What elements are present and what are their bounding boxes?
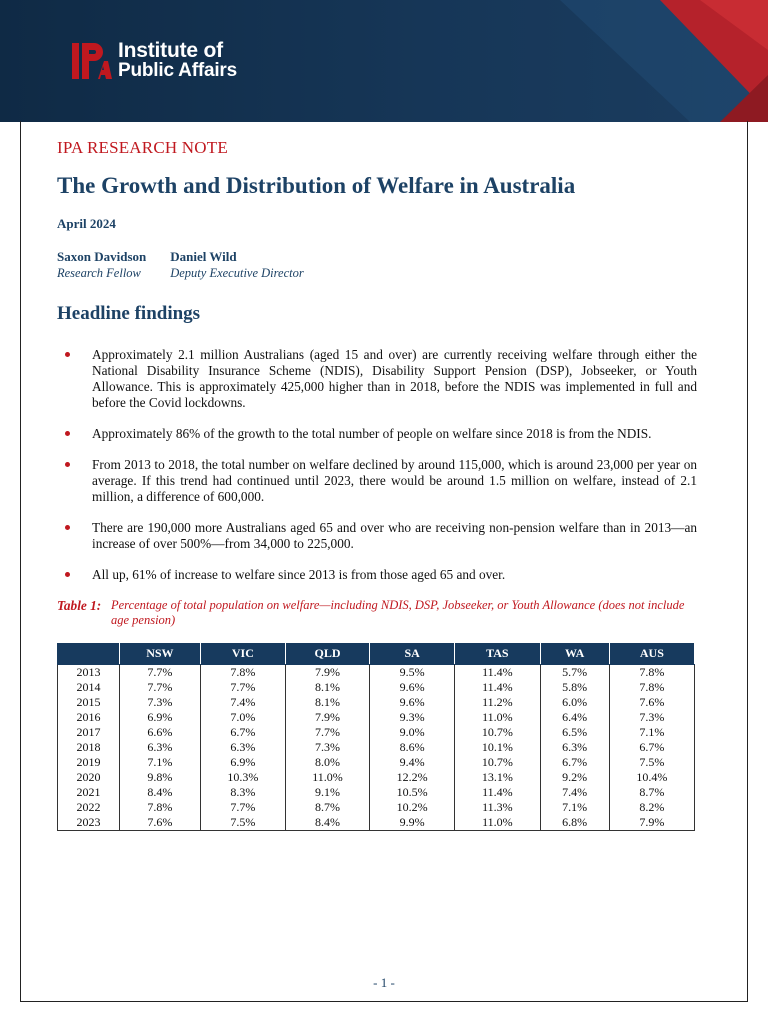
finding-text: From 2013 to 2018, the total number on welfare declined by around 115,000, which is around 23,000 per year on average. If this trend had continued until 2023, there would be around 1.5 million on welfare, instead of 2.1 million, a difference of 600,000. bbox=[92, 457, 697, 504]
value-cell: 11.4% bbox=[455, 665, 540, 681]
value-cell: 7.4% bbox=[200, 695, 285, 710]
year-cell: 2017 bbox=[58, 725, 120, 740]
section-heading: Headline findings bbox=[57, 303, 201, 324]
value-cell: 6.3% bbox=[200, 740, 285, 755]
value-cell: 11.0% bbox=[455, 710, 540, 725]
value-cell: 9.6% bbox=[370, 695, 455, 710]
value-cell: 7.9% bbox=[609, 815, 694, 831]
finding-text: All up, 61% of increase to welfare since 2013 is from those aged 65 and over. bbox=[92, 567, 506, 582]
table-row bbox=[58, 815, 695, 831]
column-header: VIC bbox=[200, 643, 285, 665]
author-2 bbox=[170, 249, 304, 281]
finding-text: Approximately 86% of the growth to the total number of people on welfare since 2018 is from the NDIS. bbox=[92, 426, 652, 441]
finding-text: Approximately 2.1 million Australians (aged 15 and over) are currently receiving welfare through either the National Disability Insurance Scheme (NDIS), Disability Support Pension (DSP), Jobseeker, or Youth Allowance. This is approximately 425,000 higher than in 2018, before the NDIS was implemented in full and before the Covid lockdowns. bbox=[92, 347, 697, 410]
value-cell: 9.3% bbox=[370, 710, 455, 725]
year-cell: 2019 bbox=[58, 755, 120, 770]
value-cell: 8.0% bbox=[286, 755, 370, 770]
author-name: Daniel Wild bbox=[170, 249, 237, 264]
value-cell: 9.6% bbox=[370, 680, 455, 695]
column-header: AUS bbox=[609, 643, 694, 665]
table-row bbox=[58, 740, 695, 755]
table-row bbox=[58, 680, 695, 695]
value-cell: 9.8% bbox=[120, 770, 201, 785]
table-caption-text: Percentage of total population on welfare—including NDIS, DSP, Jobseeker, or Youth Allowance (does not include age pension) bbox=[111, 598, 685, 627]
finding-item bbox=[57, 347, 697, 411]
finding-item bbox=[57, 520, 697, 552]
document-body bbox=[57, 138, 697, 831]
value-cell: 7.8% bbox=[200, 665, 285, 681]
value-cell: 11.0% bbox=[455, 815, 540, 831]
finding-item bbox=[57, 457, 697, 505]
value-cell: 7.8% bbox=[609, 665, 694, 681]
year-cell: 2022 bbox=[58, 800, 120, 815]
value-cell: 9.1% bbox=[286, 785, 370, 800]
value-cell: 10.4% bbox=[609, 770, 694, 785]
table-row bbox=[58, 755, 695, 770]
value-cell: 12.2% bbox=[370, 770, 455, 785]
value-cell: 10.2% bbox=[370, 800, 455, 815]
logo-line-1: Institute of bbox=[118, 39, 223, 62]
value-cell: 8.4% bbox=[120, 785, 201, 800]
value-cell: 10.5% bbox=[370, 785, 455, 800]
value-cell: 8.7% bbox=[286, 800, 370, 815]
bullet-icon bbox=[65, 462, 70, 467]
ipa-logo[interactable] bbox=[72, 41, 237, 81]
author-name: Saxon Davidson bbox=[57, 249, 147, 264]
value-cell: 6.7% bbox=[200, 725, 285, 740]
value-cell: 6.9% bbox=[120, 710, 201, 725]
value-cell: 13.1% bbox=[455, 770, 540, 785]
value-cell: 7.3% bbox=[286, 740, 370, 755]
table-row bbox=[58, 770, 695, 785]
value-cell: 7.0% bbox=[200, 710, 285, 725]
value-cell: 10.3% bbox=[200, 770, 285, 785]
table-row bbox=[58, 785, 695, 800]
table-header-row bbox=[58, 643, 695, 665]
value-cell: 10.7% bbox=[455, 755, 540, 770]
value-cell: 7.5% bbox=[200, 815, 285, 831]
value-cell: 7.7% bbox=[120, 665, 201, 681]
value-cell: 8.1% bbox=[286, 680, 370, 695]
value-cell: 6.3% bbox=[540, 740, 609, 755]
author-1 bbox=[57, 249, 146, 281]
value-cell: 7.3% bbox=[609, 710, 694, 725]
value-cell: 6.6% bbox=[120, 725, 201, 740]
bullet-icon bbox=[65, 525, 70, 530]
author-role: Research Fellow bbox=[57, 266, 141, 280]
bullet-icon bbox=[65, 431, 70, 436]
value-cell: 7.4% bbox=[540, 785, 609, 800]
author-list bbox=[57, 249, 697, 281]
year-cell: 2023 bbox=[58, 815, 120, 831]
year-cell: 2013 bbox=[58, 665, 120, 681]
logo-wordmark bbox=[118, 41, 237, 81]
table-row bbox=[58, 800, 695, 815]
column-header: NSW bbox=[120, 643, 201, 665]
value-cell: 7.7% bbox=[286, 725, 370, 740]
year-cell: 2021 bbox=[58, 785, 120, 800]
value-cell: 9.4% bbox=[370, 755, 455, 770]
finding-item bbox=[57, 426, 697, 442]
document-title: The Growth and Distribution of Welfare in Australia bbox=[57, 173, 576, 198]
findings-list bbox=[57, 347, 697, 583]
value-cell: 7.3% bbox=[120, 695, 201, 710]
value-cell: 10.7% bbox=[455, 725, 540, 740]
finding-item bbox=[57, 567, 697, 583]
value-cell: 9.0% bbox=[370, 725, 455, 740]
value-cell: 7.7% bbox=[200, 800, 285, 815]
table-row bbox=[58, 665, 695, 681]
value-cell: 8.4% bbox=[286, 815, 370, 831]
year-cell: 2014 bbox=[58, 680, 120, 695]
value-cell: 11.4% bbox=[455, 680, 540, 695]
value-cell: 6.0% bbox=[540, 695, 609, 710]
value-cell: 6.4% bbox=[540, 710, 609, 725]
ipa-logo-mark bbox=[72, 41, 112, 81]
value-cell: 9.9% bbox=[370, 815, 455, 831]
year-cell: 2016 bbox=[58, 710, 120, 725]
value-cell: 7.1% bbox=[120, 755, 201, 770]
value-cell: 7.9% bbox=[286, 665, 370, 681]
page-number: - 1 - bbox=[373, 975, 395, 990]
value-cell: 5.7% bbox=[540, 665, 609, 681]
value-cell: 11.2% bbox=[455, 695, 540, 710]
value-cell: 6.8% bbox=[540, 815, 609, 831]
value-cell: 8.1% bbox=[286, 695, 370, 710]
table-row bbox=[58, 695, 695, 710]
value-cell: 6.7% bbox=[540, 755, 609, 770]
table-row bbox=[58, 725, 695, 740]
value-cell: 6.7% bbox=[609, 740, 694, 755]
publication-date: April 2024 bbox=[57, 216, 116, 231]
value-cell: 7.1% bbox=[609, 725, 694, 740]
logo-line-2: Public Affairs bbox=[118, 60, 237, 81]
note-label: IPA RESEARCH NOTE bbox=[57, 138, 228, 157]
value-cell: 7.7% bbox=[200, 680, 285, 695]
value-cell: 8.3% bbox=[200, 785, 285, 800]
value-cell: 6.5% bbox=[540, 725, 609, 740]
value-cell: 11.0% bbox=[286, 770, 370, 785]
bullet-icon bbox=[65, 352, 70, 357]
value-cell: 7.8% bbox=[609, 680, 694, 695]
table-body bbox=[58, 665, 695, 831]
value-cell: 6.3% bbox=[120, 740, 201, 755]
value-cell: 8.2% bbox=[609, 800, 694, 815]
year-cell: 2020 bbox=[58, 770, 120, 785]
value-cell: 10.1% bbox=[455, 740, 540, 755]
table-row bbox=[58, 710, 695, 725]
year-cell: 2015 bbox=[58, 695, 120, 710]
table-caption-label: Table 1: bbox=[57, 598, 102, 613]
value-cell: 7.9% bbox=[286, 710, 370, 725]
column-header: WA bbox=[540, 643, 609, 665]
value-cell: 5.8% bbox=[540, 680, 609, 695]
value-cell: 9.5% bbox=[370, 665, 455, 681]
value-cell: 7.7% bbox=[120, 680, 201, 695]
bullet-icon bbox=[65, 572, 70, 577]
column-header bbox=[58, 643, 120, 665]
welfare-table bbox=[57, 642, 695, 831]
value-cell: 11.4% bbox=[455, 785, 540, 800]
year-cell: 2018 bbox=[58, 740, 120, 755]
value-cell: 7.6% bbox=[120, 815, 201, 831]
header-banner bbox=[0, 0, 768, 122]
value-cell: 6.9% bbox=[200, 755, 285, 770]
value-cell: 7.6% bbox=[609, 695, 694, 710]
value-cell: 7.1% bbox=[540, 800, 609, 815]
value-cell: 7.8% bbox=[120, 800, 201, 815]
column-header: QLD bbox=[286, 643, 370, 665]
value-cell: 8.6% bbox=[370, 740, 455, 755]
author-role: Deputy Executive Director bbox=[170, 266, 304, 280]
value-cell: 11.3% bbox=[455, 800, 540, 815]
table-caption bbox=[57, 598, 697, 628]
column-header: TAS bbox=[455, 643, 540, 665]
column-header: SA bbox=[370, 643, 455, 665]
value-cell: 9.2% bbox=[540, 770, 609, 785]
value-cell: 7.5% bbox=[609, 755, 694, 770]
value-cell: 8.7% bbox=[609, 785, 694, 800]
finding-text: There are 190,000 more Australians aged 65 and over who are receiving non-pension welfare than in 2013—an increase of over 500%—from 34,000 to 225,000. bbox=[92, 520, 697, 551]
